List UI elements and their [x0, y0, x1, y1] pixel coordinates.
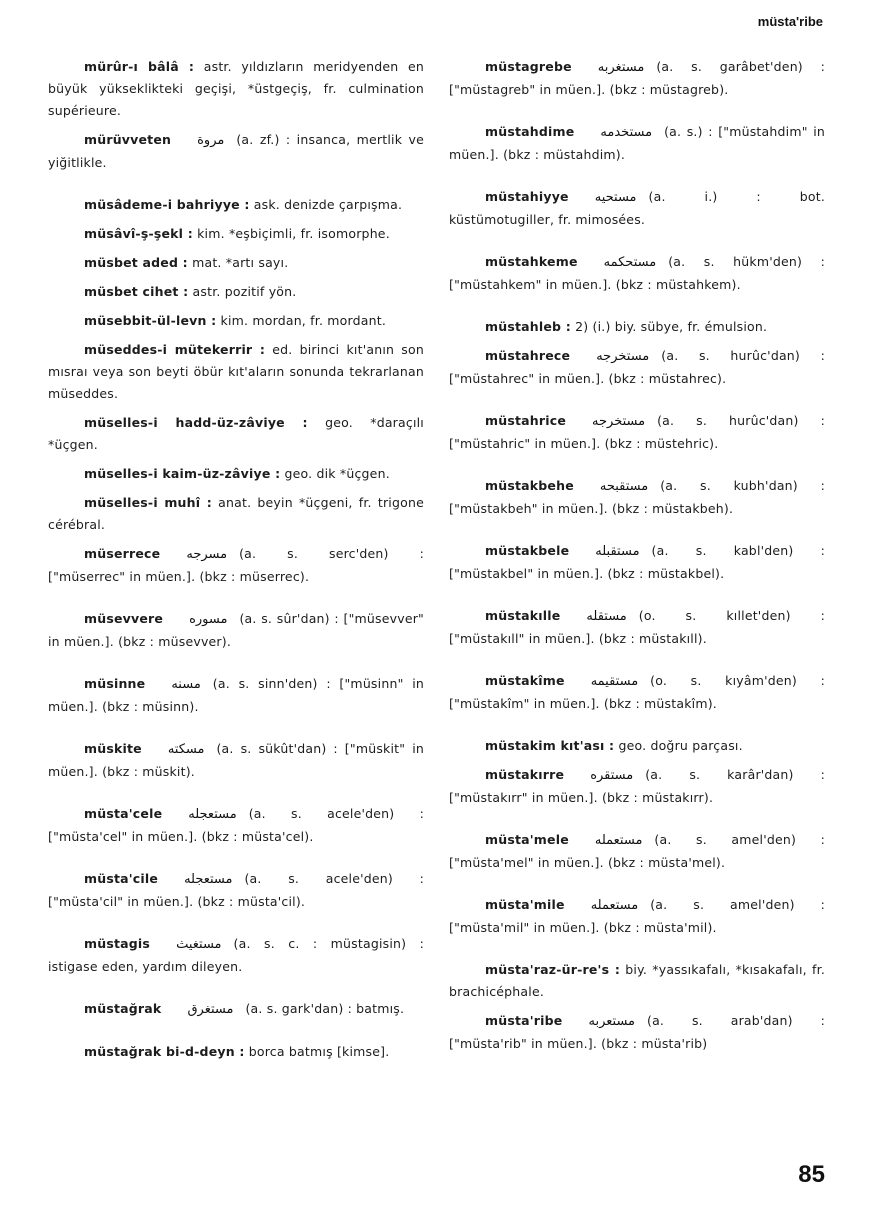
entry-headword: müskite [84, 741, 142, 756]
entry-definition: (a. i.) : bot. küstümotugiller, fr. mimosées. [449, 189, 825, 227]
entry-headword: müstagis [84, 936, 151, 951]
entry-headword: müselles-i muhî : [84, 495, 212, 510]
entry-headword: müstagrebe [485, 59, 572, 74]
dictionary-entry [48, 310, 424, 332]
dictionary-entry [48, 868, 424, 913]
entry-headword: müstahrece [485, 348, 571, 363]
entry-definition: mat. *artı sayı. [192, 255, 289, 270]
entry-arabic-script: مروة [197, 133, 225, 148]
entry-definition: 2) (i.) biy. sübye, fr. émulsion. [575, 319, 768, 334]
entry-headword: müsebbit-ül-levn : [84, 313, 217, 328]
entry-headword: mürûr-ı bâlâ : [84, 59, 195, 74]
entry-headword: müstağrak [84, 1001, 162, 1016]
entry-arabic-script: مسوره [189, 612, 228, 627]
entry-definition: (a. s.) : ["müstahdim" in müen.]. (bkz : müstahdim). [449, 124, 825, 162]
dictionary-entry [449, 735, 825, 757]
dictionary-entry [48, 1041, 424, 1063]
entry-headword: müsbet aded : [84, 255, 188, 270]
entry-headword: müseddes-i mütekerrir : [84, 342, 266, 357]
entry-arabic-script: مستخرجه [592, 414, 646, 429]
entry-arabic-script: مستعمله [590, 898, 639, 913]
entry-definition: ask. denizde çarpışma. [253, 197, 403, 212]
entry-headword: müsta'cile [84, 871, 159, 886]
dictionary-entry [48, 673, 424, 718]
entry-definition: (a. s. c. : müstagisin) : istigase eden, yardım dileyen. [48, 936, 424, 974]
dictionary-entry [48, 933, 424, 978]
dictionary-entry [48, 998, 424, 1021]
entry-arabic-script: مستعمله [594, 833, 643, 848]
entry-headword: müselles-i hadd-üz-zâviye : [84, 415, 308, 430]
entry-arabic-script: مستغرق [187, 1002, 234, 1017]
dictionary-entry [449, 186, 825, 231]
entry-definition: astr. pozitif yön. [192, 284, 297, 299]
dictionary-entry [48, 543, 424, 588]
dictionary-entry [449, 764, 825, 809]
entry-headword: müsta'mele [485, 832, 569, 847]
entry-headword: müsta'cele [84, 806, 163, 821]
entry-definition: (a. s. hurûc'dan) : ["müstahrec" in müen.]. (bkz : müstahrec). [449, 348, 825, 386]
entry-definition: (a. s. hükm'den) : ["müstahkem" in müen.]. (bkz : müstahkem). [449, 254, 825, 292]
entry-definition: ed. birinci kıt'anın son mısraı veya son beyti öbür kıt'aların sonunda tekrarlanan müseddes. [48, 342, 424, 401]
entry-definition: (a. s. gark'dan) : batmış. [245, 1001, 405, 1016]
entry-arabic-script: مستعجله [188, 807, 237, 822]
entry-definition: kim. mordan, fr. mordant. [220, 313, 387, 328]
entry-headword: müsta'raz-ür-re's : [485, 962, 621, 977]
entry-headword: müstakim kıt'ası : [485, 738, 615, 753]
entry-definition: (o. s. kıyâm'den) : ["müstakîm" in müen.]. (bkz : müstakîm). [449, 673, 825, 711]
entry-headword: müstakılle [485, 608, 561, 623]
entry-headword: müstahiyye [485, 189, 569, 204]
dictionary-entry [48, 412, 424, 456]
entry-headword: müstağrak bi-d-deyn : [84, 1044, 245, 1059]
dictionary-entry [449, 410, 825, 455]
dictionary-entry [449, 121, 825, 166]
entry-headword: müstahleb : [485, 319, 571, 334]
entry-arabic-script: مستحكمه [603, 255, 657, 270]
entry-definition: (a. s. sûr'dan) : ["müsevver" in müen.]. (bkz : müsevver). [48, 611, 424, 649]
entry-arabic-script: مستعجله [184, 872, 233, 887]
dictionary-entry [449, 540, 825, 585]
entry-headword: müsta'mile [485, 897, 565, 912]
entry-headword: müstakbehe [485, 478, 574, 493]
entry-definition: geo. doğru parçası. [618, 738, 743, 753]
entry-headword: müsbet cihet : [84, 284, 189, 299]
entry-arabic-script: مسنه [171, 677, 201, 692]
entry-headword: müselles-i kaim-üz-zâviye : [84, 466, 281, 481]
dictionary-entry [48, 56, 424, 122]
entry-arabic-script: مستغربه [597, 60, 645, 75]
entry-definition: (a. s. amel'den) : ["müsta'mil" in müen.]. (bkz : müsta'mil). [449, 897, 825, 935]
entry-arabic-script: مستحيه [594, 190, 637, 205]
entry-headword: müstakbele [485, 543, 570, 558]
entry-headword: mürüvveten [84, 132, 172, 147]
entry-definition: (a. s. sükût'dan) : ["müskit" in müen.]. (bkz : müskit). [48, 741, 424, 779]
entry-headword: müsâdeme-i bahriyye : [84, 197, 250, 212]
dictionary-entry [449, 605, 825, 650]
entry-definition: geo. *daraçılı *üçgen. [48, 415, 424, 452]
entry-definition: (a. s. kabl'den) : ["müstakbel" in müen.]. (bkz : müstakbel). [449, 543, 825, 581]
entry-arabic-script: مستخرجه [596, 349, 650, 364]
dictionary-entry [449, 1010, 825, 1055]
entry-arabic-script: مسرجه [186, 547, 228, 562]
entry-headword: müsevvere [84, 611, 164, 626]
entry-definition: astr. yıldızların meridyenden en büyük yükseklikteki geçişi, *üstgeçiş, fr. culmination supérieure. [48, 59, 425, 118]
entry-headword: müsâvî-ş-şekl : [84, 226, 193, 241]
entry-headword: müstakîme [485, 673, 565, 688]
entry-definition: (a. zf.) : insanca, mertlik ve yiğitlikle. [48, 132, 424, 170]
dictionary-entry [449, 56, 825, 101]
dictionary-entry [48, 339, 424, 405]
entry-headword: müstahdime [485, 124, 575, 139]
dictionary-entry [449, 475, 825, 520]
entry-arabic-script: مستخدمه [600, 125, 653, 140]
entry-definition: (a. s. sinn'den) : ["müsinn" in müen.]. (bkz : müsinn). [48, 676, 424, 714]
entry-definition: biy. *yassıkafalı, *kısakafalı, fr. brachicéphale. [449, 962, 825, 999]
entry-arabic-script: مستعربه [588, 1014, 635, 1029]
entry-definition: (a. s. serc'den) : ["müserrec" in müen.]. (bkz : müserrec). [48, 546, 424, 584]
entry-arabic-script: مستقبحه [599, 479, 649, 494]
entry-definition: kim. *eşbiçimli, fr. isomorphe. [197, 226, 390, 241]
entry-definition: (a. s. karâr'dan) : ["müstakırr" in müen.]. (bkz : müstakırr). [449, 767, 825, 805]
dictionary-entry [48, 194, 424, 216]
entry-definition: (a. s. acele'den) : ["müsta'cil" in müen.]. (bkz : müsta'cil). [48, 871, 424, 909]
dictionary-entry [449, 894, 825, 939]
entry-arabic-script: مسكته [167, 742, 205, 757]
dictionary-entry [48, 738, 424, 783]
left-column [48, 56, 424, 1063]
dictionary-entry [449, 959, 825, 1003]
dictionary-entry [48, 129, 424, 174]
entry-definition: borca batmış [kimse]. [248, 1044, 390, 1059]
entry-definition: (a. s. hurûc'dan) : ["müstahric" in müen.]. (bkz : müstehric). [449, 413, 825, 451]
entry-definition: (o. s. kıllet'den) : ["müstakıll" in müen.]. (bkz : müstakıll). [449, 608, 825, 646]
entry-arabic-script: مستقره [590, 768, 634, 783]
dictionary-entry [48, 281, 424, 303]
entry-definition: (a. s. kubh'dan) : ["müstakbeh" in müen.]. (bkz : müstakbeh). [449, 478, 825, 516]
entry-headword: müsinne [84, 676, 146, 691]
dictionary-entry [449, 829, 825, 874]
dictionary-entry [48, 803, 424, 848]
entry-headword: müstahrice [485, 413, 567, 428]
right-column [449, 56, 825, 1055]
entry-headword: müstakırre [485, 767, 565, 782]
guide-word: müsta'ribe [757, 14, 823, 29]
entry-headword: müsta'ribe [485, 1013, 563, 1028]
dictionary-entry [48, 492, 424, 536]
dictionary-entry [48, 223, 424, 245]
entry-definition: (a. s. acele'den) : ["müsta'cel" in müen.]. (bkz : müsta'cel). [48, 806, 424, 844]
entry-definition: (a. s. arab'dan) : ["müsta'rib" in müen.]. (bkz : müsta'rib) [449, 1013, 825, 1051]
entry-definition: (a. s. garâbet'den) : ["müstagreb" in müen.]. (bkz : müstagreb). [449, 59, 825, 97]
entry-definition: anat. beyin *üçgeni, fr. trigone cérébral. [48, 495, 424, 532]
dictionary-entry [48, 608, 424, 653]
dictionary-entry [48, 252, 424, 274]
dictionary-entry [449, 316, 825, 338]
dictionary-entry [48, 463, 424, 485]
entry-arabic-script: مستقيمه [590, 674, 639, 689]
dictionary-entry [449, 670, 825, 715]
dictionary-entry [449, 251, 825, 296]
entry-definition: (a. s. amel'den) : ["müsta'mel" in müen.]. (bkz : müsta'mel). [449, 832, 825, 870]
entry-arabic-script: مستقله [586, 609, 627, 624]
dictionary-entry [449, 345, 825, 390]
entry-headword: müstahkeme [485, 254, 578, 269]
entry-arabic-script: مستغيث [176, 937, 222, 952]
entry-arabic-script: مستقبله [595, 544, 640, 559]
page-number: 85 [798, 1161, 825, 1188]
entry-headword: müserrece [84, 546, 161, 561]
entry-definition: geo. dik *üçgen. [284, 466, 390, 481]
